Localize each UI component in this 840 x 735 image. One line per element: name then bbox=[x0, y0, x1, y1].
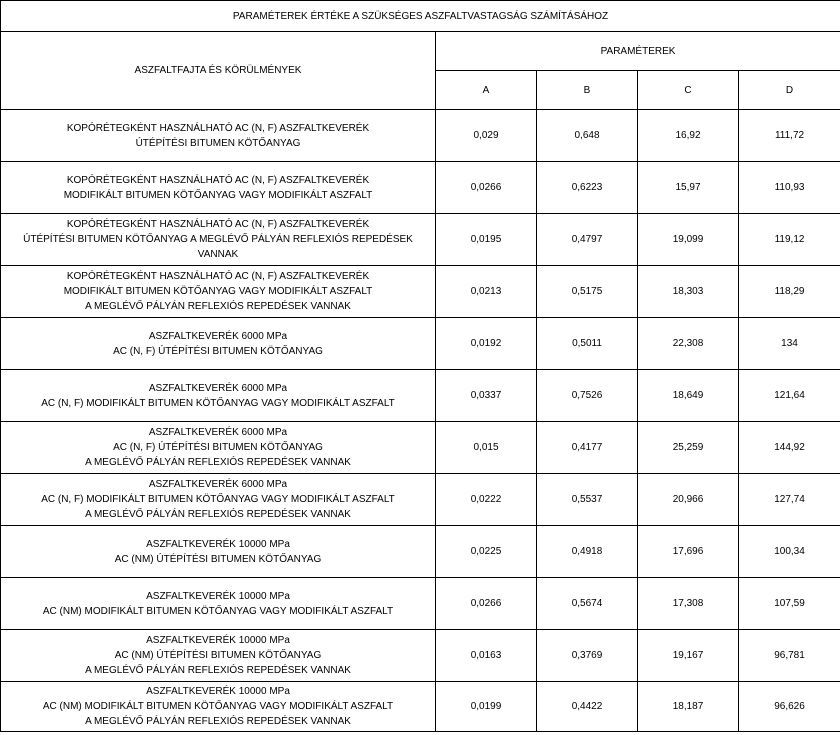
param-a-value: 0,0266 bbox=[436, 578, 537, 630]
description-line: ÚTÉPÍTÉSI BITUMEN KÖTŐANYAG A MEGLÉVŐ PÁLYÁN REFLEXIÓS REPEDÉSEK bbox=[23, 234, 413, 245]
asphalt-description-cell bbox=[1, 370, 436, 422]
table-row bbox=[1, 214, 840, 266]
table-row bbox=[1, 578, 840, 630]
description-line: MODIFIKÁLT BITUMEN KÖTŐANYAG VAGY MODIFIKÁLT ASZFALT bbox=[63, 286, 373, 297]
param-b-value: 0,6223 bbox=[537, 162, 638, 214]
table-title: PARAMÉTEREK ÉRTÉKE A SZÜKSÉGES ASZFALTVASTAGSÁG SZÁMÍTÁSÁHOZ bbox=[1, 1, 840, 32]
param-b-value: 0,7526 bbox=[537, 370, 638, 422]
param-d-value: 96,626 bbox=[739, 682, 840, 732]
param-d-value: 110,93 bbox=[739, 162, 840, 214]
description-line: AC (NM) MODIFIKÁLT BITUMEN KÖTŐANYAG VAGY MODIFIKÁLT ASZFALT bbox=[42, 701, 394, 712]
asphalt-description-cell bbox=[1, 110, 436, 162]
description-line: AC (NM) ÚTÉPÍTÉSI BITUMEN KÖTŐANYAG bbox=[114, 553, 322, 565]
table-row bbox=[1, 474, 840, 526]
param-a-value: 0,015 bbox=[436, 422, 537, 474]
param-c-value: 16,92 bbox=[638, 110, 739, 162]
param-b-value: 0,4177 bbox=[537, 422, 638, 474]
description-line: KOPÓRÉTEGKÉNT HASZNÁLHATÓ AC (N, F) ASZFALTKEVERÉK bbox=[66, 122, 370, 134]
description-line: ASZFALTKEVERÉK 6000 MPa bbox=[148, 330, 288, 342]
table-row bbox=[1, 526, 840, 578]
param-b-value: 0,5674 bbox=[537, 578, 638, 630]
param-b-value: 0,648 bbox=[537, 110, 638, 162]
description-line: ASZFALTKEVERÉK 10000 MPa bbox=[146, 590, 290, 602]
param-b-value: 0,5537 bbox=[537, 474, 638, 526]
description-line: KOPÓRÉTEGKÉNT HASZNÁLHATÓ AC (N, F) ASZFALTKEVERÉK bbox=[66, 219, 370, 230]
asphalt-description-cell bbox=[1, 578, 436, 630]
description-line: A MEGLÉVŐ PÁLYÁN REFLEXIÓS REPEDÉSEK VANNAK bbox=[85, 509, 351, 520]
param-a-value: 0,0195 bbox=[436, 214, 537, 266]
table-row bbox=[1, 318, 840, 370]
asphalt-description-cell bbox=[1, 318, 436, 370]
description-line: AC (N, F) ÚTÉPÍTÉSI BITUMEN KÖTŐANYAG bbox=[113, 345, 323, 357]
param-d-value: 111,72 bbox=[739, 110, 840, 162]
asphalt-description-cell bbox=[1, 526, 436, 578]
asphalt-description-cell bbox=[1, 630, 436, 682]
param-a-value: 0,0192 bbox=[436, 318, 537, 370]
description-line: A MEGLÉVŐ PÁLYÁN REFLEXIÓS REPEDÉSEK VANNAK bbox=[85, 301, 351, 312]
description-line: ÚTÉPÍTÉSI BITUMEN KÖTŐANYAG bbox=[135, 137, 301, 149]
param-b-value: 0,5011 bbox=[537, 318, 638, 370]
description-line: KOPÓRÉTEGKÉNT HASZNÁLHATÓ AC (N, F) ASZFALTKEVERÉK bbox=[66, 271, 370, 282]
param-b-value: 0,4918 bbox=[537, 526, 638, 578]
description-line: A MEGLÉVŐ PÁLYÁN REFLEXIÓS REPEDÉSEK VANNAK bbox=[85, 665, 351, 676]
asphalt-description-cell bbox=[1, 214, 436, 266]
param-d-value: 100,34 bbox=[739, 526, 840, 578]
description-line: AC (NM) MODIFIKÁLT BITUMEN KÖTŐANYAG VAGY MODIFIKÁLT ASZFALT bbox=[42, 605, 394, 617]
column-header-b: B bbox=[537, 71, 638, 110]
description-line: A MEGLÉVŐ PÁLYÁN REFLEXIÓS REPEDÉSEK VANNAK bbox=[85, 457, 351, 468]
param-c-value: 17,696 bbox=[638, 526, 739, 578]
asphalt-description-cell bbox=[1, 682, 436, 732]
param-c-value: 18,303 bbox=[638, 266, 739, 318]
description-line: AC (N, F) MODIFIKÁLT BITUMEN KÖTŐANYAG VAGY MODIFIKÁLT ASZFALT bbox=[41, 397, 395, 409]
param-b-value: 0,3769 bbox=[537, 630, 638, 682]
param-c-value: 17,308 bbox=[638, 578, 739, 630]
description-line: KOPÓRÉTEGKÉNT HASZNÁLHATÓ AC (N, F) ASZFALTKEVERÉK bbox=[66, 174, 370, 186]
param-a-value: 0,0213 bbox=[436, 266, 537, 318]
table-row bbox=[1, 266, 840, 318]
param-d-value: 121,64 bbox=[739, 370, 840, 422]
asphalt-description-cell bbox=[1, 474, 436, 526]
header-row-1 bbox=[1, 32, 840, 71]
description-line: AC (N, F) ÚTÉPÍTÉSI BITUMEN KÖTŐANYAG bbox=[113, 442, 323, 453]
asphalt-description-cell bbox=[1, 422, 436, 474]
column-header-c: C bbox=[638, 71, 739, 110]
param-b-value: 0,4797 bbox=[537, 214, 638, 266]
param-c-value: 19,099 bbox=[638, 214, 739, 266]
param-c-value: 20,966 bbox=[638, 474, 739, 526]
description-line: AC (N, F) MODIFIKÁLT BITUMEN KÖTŐANYAG VAGY MODIFIKÁLT ASZFALT bbox=[41, 494, 395, 505]
param-d-value: 118,29 bbox=[739, 266, 840, 318]
description-line: A MEGLÉVŐ PÁLYÁN REFLEXIÓS REPEDÉSEK VANNAK bbox=[85, 716, 351, 727]
param-a-value: 0,0225 bbox=[436, 526, 537, 578]
param-b-value: 0,5175 bbox=[537, 266, 638, 318]
table-title-row bbox=[1, 1, 840, 32]
description-line: ASZFALTKEVERÉK 6000 MPa bbox=[148, 427, 288, 438]
param-a-value: 0,0222 bbox=[436, 474, 537, 526]
table-row bbox=[1, 682, 840, 732]
table-row bbox=[1, 422, 840, 474]
table-row bbox=[1, 162, 840, 214]
param-a-value: 0,0163 bbox=[436, 630, 537, 682]
param-a-value: 0,0266 bbox=[436, 162, 537, 214]
description-line: ASZFALTKEVERÉK 10000 MPa bbox=[146, 635, 290, 646]
param-d-value: 144,92 bbox=[739, 422, 840, 474]
param-c-value: 19,167 bbox=[638, 630, 739, 682]
asphalt-description-cell bbox=[1, 162, 436, 214]
param-a-value: 0,0199 bbox=[436, 682, 537, 732]
param-c-value: 18,187 bbox=[638, 682, 739, 732]
description-line: ASZFALTKEVERÉK 10000 MPa bbox=[146, 686, 290, 697]
param-d-value: 127,74 bbox=[739, 474, 840, 526]
group-header-parameters: PARAMÉTEREK bbox=[436, 32, 840, 71]
asphalt-description-cell bbox=[1, 266, 436, 318]
param-c-value: 25,259 bbox=[638, 422, 739, 474]
table-row bbox=[1, 630, 840, 682]
description-line: MODIFIKÁLT BITUMEN KÖTŐANYAG VAGY MODIFIKÁLT ASZFALT bbox=[63, 189, 373, 201]
column-header-d: D bbox=[739, 71, 840, 110]
description-line: VANNAK bbox=[197, 249, 239, 260]
param-d-value: 134 bbox=[739, 318, 840, 370]
table-row bbox=[1, 110, 840, 162]
param-d-value: 96,781 bbox=[739, 630, 840, 682]
param-a-value: 0,029 bbox=[436, 110, 537, 162]
description-line: ASZFALTKEVERÉK 6000 MPa bbox=[148, 382, 288, 394]
param-c-value: 15,97 bbox=[638, 162, 739, 214]
param-d-value: 107,59 bbox=[739, 578, 840, 630]
description-line: ASZFALTKEVERÉK 6000 MPa bbox=[148, 479, 288, 490]
param-c-value: 22,308 bbox=[638, 318, 739, 370]
column-header-a: A bbox=[436, 71, 537, 110]
param-d-value: 119,12 bbox=[739, 214, 840, 266]
description-line: AC (NM) ÚTÉPÍTÉSI BITUMEN KÖTŐANYAG bbox=[114, 650, 322, 661]
param-c-value: 18,649 bbox=[638, 370, 739, 422]
param-b-value: 0,4422 bbox=[537, 682, 638, 732]
param-a-value: 0,0337 bbox=[436, 370, 537, 422]
description-line: ASZFALTKEVERÉK 10000 MPa bbox=[146, 538, 290, 550]
table-row bbox=[1, 370, 840, 422]
row-header-asphalt-type: ASZFALTFAJTA ÉS KÖRÜLMÉNYEK bbox=[1, 32, 436, 110]
